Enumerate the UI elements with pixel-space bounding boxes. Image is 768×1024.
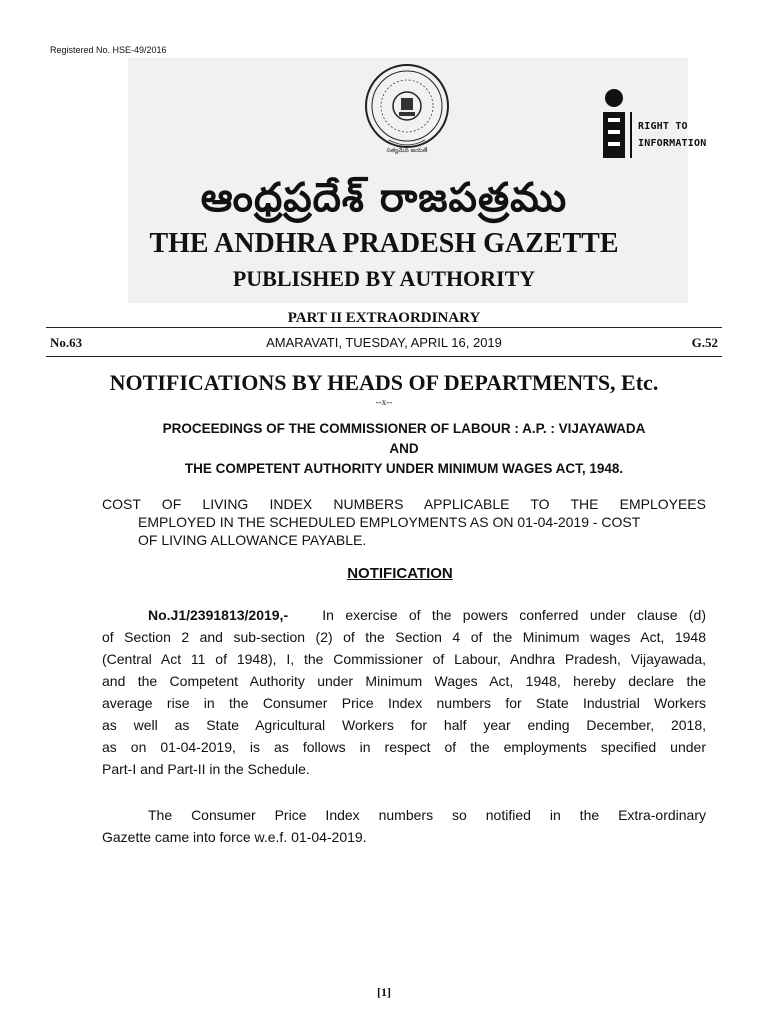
rti-line-1: RIGHT TO [638,121,688,132]
emblem-motto: సత్యమేవ జయతే [386,147,428,154]
proceedings-line-3: THE COMPETENT AUTHORITY UNDER MINIMUM WAGES ACT, 1948. [184,461,624,476]
state-emblem-icon [361,62,453,154]
paragraph-line: as well as State Agricultural Workers for half year ending December, 2018, [102,717,706,733]
subject-line-2: EMPLOYED IN THE SCHEDULED EMPLOYMENTS AS ON 01-04-2019 - COST [138,514,641,530]
rti-line-2: INFORMATION [638,138,707,149]
part-heading: PART II EXTRAORDINARY [287,310,481,326]
issue-g-code: G.52 [691,335,718,350]
section-heading: NOTIFICATIONS BY HEADS OF DEPARTMENTS, Etc. [109,370,659,395]
paragraph-line: average rise in the Consumer Price Index numbers for State Industrial Workers [102,695,706,711]
gazette-title: THE ANDHRA PRADESH GAZETTE [149,228,619,259]
proceedings-heading [0,419,768,479]
paragraph-line-text: In exercise of the powers conferred under clause (d) [322,607,706,623]
proceedings-line-2: AND [389,441,419,456]
paragraph-line: (Central Act 11 of 1948), I, the Commissioner of Labour, Andhra Pradesh, Vijayawada, [102,651,706,667]
page-number: [1] [377,985,391,999]
paragraph-line: as on 01-04-2019, is as follows in respect of the employments specified under [102,739,706,755]
issue-number: No.63 [50,335,83,350]
reference-number: No.J1/2391813/2019,- [148,607,289,623]
section-separator: --x-- [375,397,393,407]
top-divider [46,327,722,328]
subject-block [102,495,706,549]
paragraph-line: The Consumer Price Index numbers so notified in the Extra-ordinary [148,807,706,823]
notification-paragraph-2 [102,804,706,848]
paragraph-line [102,604,706,626]
subject-line-3: OF LIVING ALLOWANCE PAYABLE. [138,532,367,548]
notification-paragraph-1 [102,604,706,780]
paragraph-line: Part-I and Part-II in the Schedule. [102,761,310,777]
paragraph-line: and the Competent Authority under Minimum Wages Act, 1948, hereby declare the [102,673,706,689]
rti-label [638,118,706,152]
notification-title: NOTIFICATION [347,565,453,582]
published-by-authority: PUBLISHED BY AUTHORITY [232,266,536,291]
bottom-divider [46,356,722,357]
paragraph-line: Gazette came into force w.e.f. 01-04-2019. [102,829,367,845]
issue-date: AMARAVATI, TUESDAY, APRIL 16, 2019 [266,335,502,350]
telugu-title: ఆంధ్రప్రదేశ్ రాజపత్రము [200,175,568,221]
subject-line-1: COST OF LIVING INDEX NUMBERS APPLICABLE TO THE EMPLOYEES [102,496,706,512]
proceedings-line-1: PROCEEDINGS OF THE COMMISSIONER OF LABOUR : A.P. : VIJAYAWADA [162,421,646,436]
registered-number: Registered No. HSE-49/2016 [50,45,167,55]
paragraph-line: of Section 2 and sub-section (2) of the Section 4 of the Minimum wages Act, 1948 [102,629,706,645]
